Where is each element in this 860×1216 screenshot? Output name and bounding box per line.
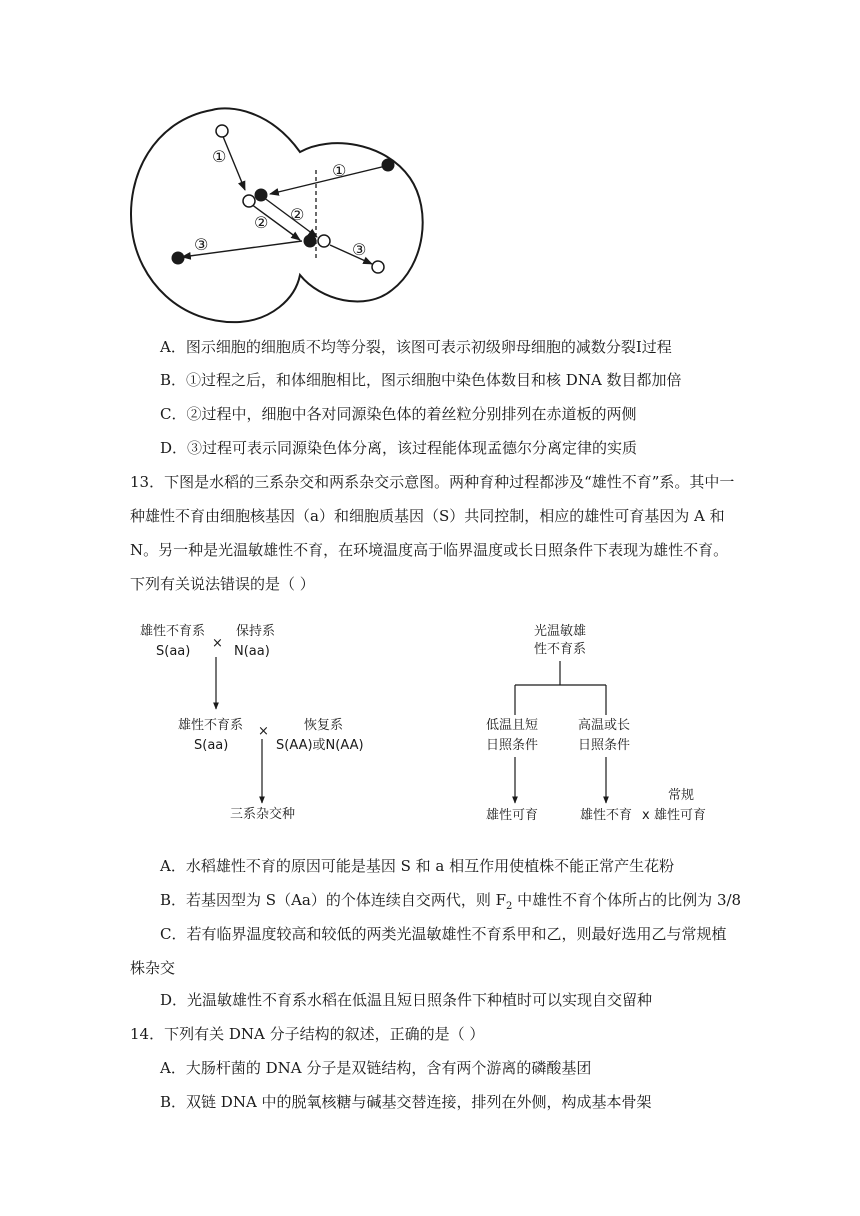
chromosome-white [318, 235, 330, 247]
low-temp-condition: 日照条件 [486, 738, 539, 753]
q13-stem-line: 种雄性不育由细胞核基因（a）和细胞质基因（S）共同控制，相应的雄性可育基因为 A 和 [130, 507, 725, 525]
two-line-hybrid-diagram [470, 615, 730, 830]
restorer-label: 恢复系 [304, 718, 344, 733]
q13-option-b-text: 中雄性不育个体所占的比例为 3/8 [512, 891, 742, 909]
step-label-1: ① [212, 147, 227, 166]
low-temp-condition: 低温且短 [486, 718, 539, 733]
photo-thermo-sterile-label: 性不育系 [534, 642, 587, 657]
q12-option-d[interactable]: D．③过程可表示同源染色体分离，该过程能体现孟德尔分离定律的实质 [160, 439, 638, 457]
step-label-3: ③ [194, 235, 209, 254]
chromosome-white [216, 125, 228, 137]
maintainer-genotype: N(aa) [234, 644, 270, 659]
normal-fertile-label: 雄性可育 [654, 808, 707, 823]
step-label-2: ② [254, 213, 269, 232]
chromosome-black [382, 159, 395, 172]
cell-outline [131, 108, 423, 322]
chromosome-white [243, 195, 255, 207]
sterile-line-label: 雄性不育系 [140, 624, 206, 639]
q13-option-c[interactable]: C．若有临界温度较高和较低的两类光温敏雄性不育系甲和乙，则最好选用乙与常规植 [160, 925, 727, 943]
subscript: 2 [506, 901, 513, 912]
arrow-1-right [270, 166, 386, 194]
three-line-hybrid-diagram [130, 615, 390, 830]
q13-option-a[interactable]: A．水稻雄性不育的原因可能是基因 S 和 a 相互作用使植株不能正常产生花粉 [160, 857, 675, 875]
q12-option-c[interactable]: C．②过程中，细胞中各对同源染色体的着丝粒分别排列在赤道板的两侧 [160, 405, 637, 423]
step-label-1: ① [332, 161, 347, 180]
high-temp-condition: 高温或长 [578, 718, 631, 733]
sterile-genotype-2: S(aa) [194, 738, 229, 753]
q14-option-a[interactable]: A．大肠杆菌的 DNA 分子是双链结构，含有两个游离的磷酸基团 [160, 1059, 592, 1077]
high-temp-condition: 日照条件 [578, 738, 631, 753]
maintainer-label: 保持系 [236, 624, 276, 639]
step-label-3: ③ [352, 240, 367, 259]
cross-symbol-2: × [258, 724, 269, 739]
sterile-result: 雄性不育 [580, 808, 633, 823]
sterile-genotype: S(aa) [156, 644, 191, 659]
cross-symbol: x [642, 808, 650, 823]
chromosome-black [304, 235, 317, 248]
restorer-genotype: S(AA)或N(AA) [276, 738, 364, 753]
chromosome-black [172, 252, 185, 265]
q13-option-b[interactable] [160, 890, 741, 910]
q13-option-d[interactable]: D．光温敏雄性不育系水稻在低温且短日照条件下种植时可以实现自交留种 [160, 991, 653, 1009]
q12-option-a[interactable]: A．图示细胞的细胞质不均等分裂，该图可表示初级卵母细胞的减数分裂Ⅰ过程 [160, 338, 672, 356]
q13-stem-line: 13．下图是水稻的三系杂交和两系杂交示意图。两种育种过程都涉及“雄性不育”系。其中一 [130, 473, 735, 491]
q13-option-c-continuation: 株杂交 [130, 959, 176, 977]
q13-stem-line: N。另一种是光温敏雄性不育，在环境温度高于临界温度或长日照条件下表现为雄性不育。 [130, 541, 729, 559]
step-label-2: ② [290, 205, 305, 224]
q14-stem: 14．下列有关 DNA 分子结构的叙述，正确的是（ ） [130, 1025, 485, 1043]
fertile-result: 雄性可育 [486, 808, 539, 823]
q14-option-b[interactable]: B．双链 DNA 中的脱氧核糖与碱基交替连接，排列在外侧，构成基本骨架 [160, 1093, 652, 1111]
photo-thermo-sterile-label: 光温敏雄 [534, 624, 587, 639]
q13-stem-line: 下列有关说法错误的是（ ） [130, 575, 315, 593]
three-line-result: 三系杂交种 [230, 807, 296, 822]
cross-symbol: × [212, 636, 223, 651]
chromosome-white [372, 261, 384, 273]
cell-division-figure [120, 100, 440, 330]
q13-option-b-text: B．若基因型为 S（Aa）的个体连续自交两代，则 F [160, 891, 507, 909]
chromosome-black [255, 189, 268, 202]
normal-fertile-label: 常规 [668, 788, 695, 803]
sterile-line-label-2: 雄性不育系 [178, 718, 244, 733]
q12-option-b[interactable]: B．①过程之后，和体细胞相比，图示细胞中染色体数目和核 DNA 数目都加倍 [160, 371, 682, 389]
